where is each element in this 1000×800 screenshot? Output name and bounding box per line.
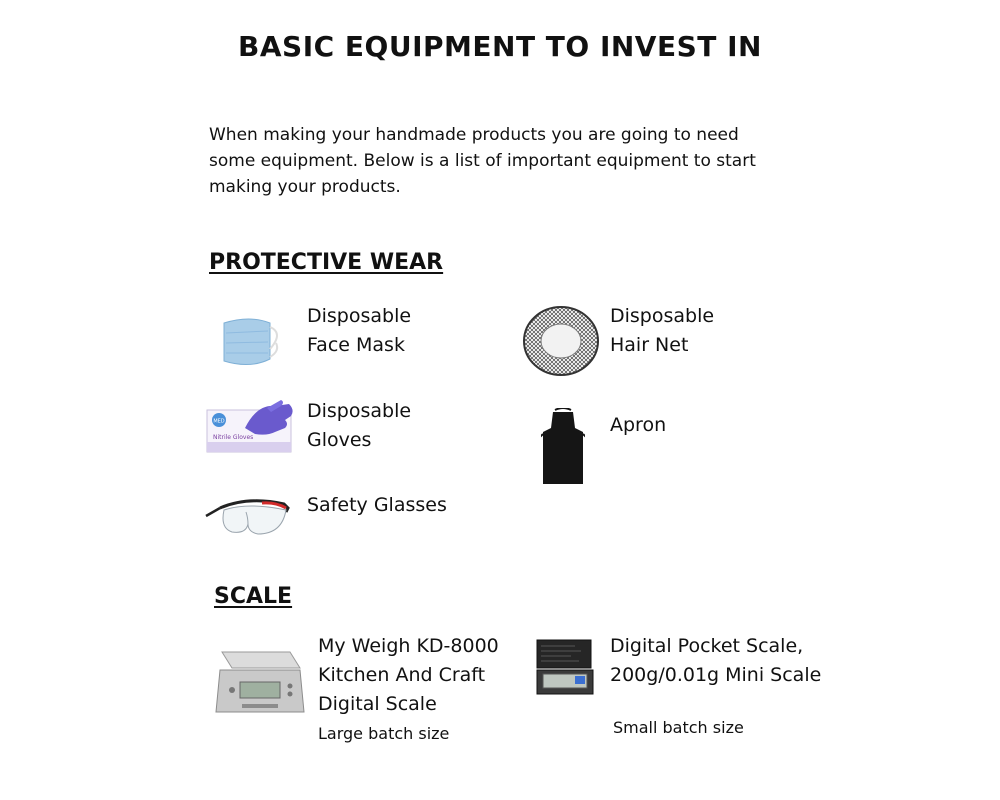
- hair-net-image: [522, 304, 600, 378]
- face-mask-image: [214, 313, 286, 371]
- page-title: BASIC EQUIPMENT TO INVEST IN: [238, 30, 762, 63]
- pocket-scale-label: Digital Pocket Scale, 200g/0.01g Mini Scale: [610, 635, 822, 686]
- apron-label: Apron: [610, 414, 667, 436]
- kitchen-scale-note: Large batch size: [318, 724, 450, 743]
- hair-net-label: Disposable Hair Net: [610, 305, 715, 356]
- kitchen-scale-image: [212, 646, 308, 720]
- pocket-scale-note: Small batch size: [613, 718, 744, 737]
- section-heading-protective-wear: PROTECTIVE WEAR: [209, 250, 444, 275]
- safety-glasses-label: Safety Glasses: [307, 494, 447, 516]
- gloves-label: Disposable Gloves: [307, 400, 412, 451]
- safety-glasses-image: [202, 494, 294, 544]
- pocket-scale-image: [535, 638, 595, 696]
- apron-image: [541, 408, 585, 486]
- glove-box-text: Nitrile Gloves: [213, 434, 254, 441]
- gloves-box-image: [205, 398, 295, 456]
- section-heading-scale: SCALE: [214, 584, 293, 609]
- glove-box-badge-text: MED: [213, 418, 225, 425]
- kitchen-scale-label: My Weigh KD-8000 Kitchen And Craft Digital Scale: [318, 635, 499, 715]
- face-mask-label: Disposable Face Mask: [307, 305, 412, 356]
- intro-paragraph: When making your handmade products you are going to need some equipment. Below is a list of important equipment to start making your products.: [209, 125, 756, 197]
